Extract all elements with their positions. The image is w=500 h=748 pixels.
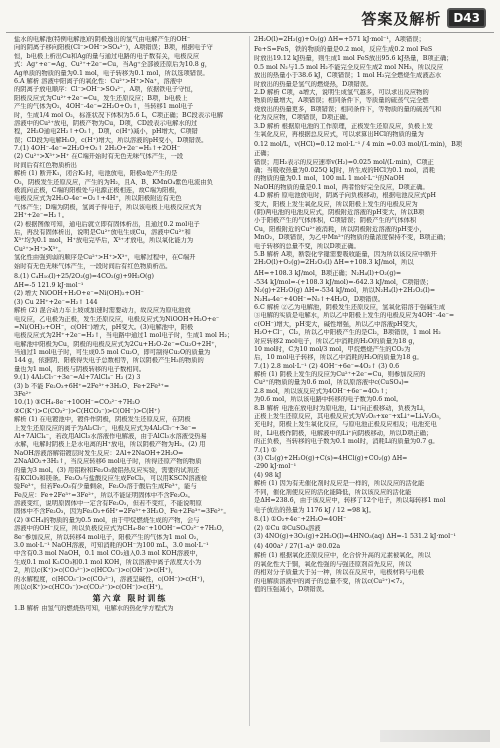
text-line: 确；当吸收热量为0.025Q kJ时，所生成的HCl为0.1 mol，消耗	[254, 167, 435, 175]
text-line: Cu²⁺>H⁺>X³⁺。	[14, 245, 65, 253]
text-line: 正极上发生还原反应，其电极反应式为V₂O₅+xe⁻+xLi⁺=LiₓV₂O₅，	[254, 413, 446, 421]
text-line: 的正负极，当转移的电子数为0.1 mol时，消耗Li的质量为0.7 g。	[254, 438, 439, 446]
text-line: 解析 (1) 因为有无催化剂时反应是一样的，所以反应的活化能	[254, 480, 425, 488]
text-line: 后，再没有固体析出，说明是Cu²⁺放电生成Cu，溶液中Cu²⁺和	[14, 228, 191, 236]
text-line: 10.(1) ③CH₄-8e⁻+10OH⁻=CO₃²⁻+7H₂O	[14, 399, 140, 407]
text-line: 电极反应式为2H⁺+2e⁻=H₂↑，当电路中通过1 mol电子时，生成1 mol H₂；	[14, 332, 234, 340]
text-line: 8.(1) C₄H₁₀(l)+25/2O₂(g)=4CO₂(g)+9H₂O(g)	[14, 272, 154, 280]
text-line: X³⁺均为0.1 mol，H⁺放电完毕后，X³⁺才放电，所以氧化能力为	[14, 237, 194, 245]
text-line: 的水解程度，c(HCO₃⁻)>c(CO₃²⁻)，溶液呈碱性，c(OH⁻)>c(H⁺)，	[14, 575, 209, 583]
text-line: (3) 4NO(g)+3O₂(g)+2H₂O(l)=4HNO₃(aq) ΔH=-1 531.2 kJ·mol⁻¹	[254, 533, 456, 541]
text-line: 7.(1) 2.8 mol·L⁻¹ (2) 4OH⁻+6e⁻=4O₂↑ (3) 0.6	[254, 362, 400, 370]
text-line: (4) 400a² / 27(1-a)⁴ ②0.02a	[254, 543, 341, 551]
text-line: 时放出的热量是氢气的燃烧热，D项错误。	[254, 80, 373, 88]
page-header	[361, 3, 486, 33]
text-line: 2.8 mol，所以该反应式为4OH⁻+6e⁻=4O₂↑；	[254, 387, 392, 395]
text-line: 2.D 解析 C项，a增大，说明生成氢气越多，可以求出反应物的	[254, 88, 429, 96]
text-line: ΔH=+108.3 kJ/mol，B项正确；N₂H₄(l)+O₂(g)=	[254, 269, 402, 277]
text-line: 电反应，乙电极为正极，发生还原反应，电极反应式为NiOOH+H₂O+e⁻	[14, 315, 220, 323]
text-line: 2H₂O(l)=2H₂(g)+O₂(g) ΔH=+571 kJ·mol⁻¹，A项错误；	[254, 36, 425, 43]
text-line: 的阴离子放电顺序：Cl⁻>OH⁻>SO₄²⁻，A项，依据铁电子守恒，	[14, 86, 198, 94]
text-line: ③电解的实质是电解水，所以乙中阳极上发生的电极反应为4OH⁻-4e⁻=	[254, 312, 455, 320]
text-line: c(OH⁻)增大，pH变大，碱性增强，所以乙中溶液pH变大，	[254, 320, 422, 328]
text-line: 时放出19.12 kJ热量，则生成1 mol FeS放出95.6 kJ热量，B项正确；	[254, 55, 453, 63]
text-line: -534 kJ/mol=-(+108.3 kJ/mol)=-642.3 kJ/mol，C项错误；	[254, 278, 433, 286]
text-line: 时，Li电极作阴极，电解液中的Li⁺向阴极移动，所以D项正确；	[254, 429, 433, 437]
text-line: 时间后有红色物质析出	[14, 161, 77, 169]
text-line: 量也为1 mol，阳极与阴极转移的电子数相同。	[14, 365, 146, 373]
text-line: 生氧化反应，再根据总反应式，可以求算出HCl的物质的量为	[254, 130, 424, 138]
text-line: 4.D 解析 原电池放电时，阴离子向负极移动，根据电池反应式pH	[254, 192, 437, 200]
page-number-badge: D43	[447, 8, 486, 28]
text-line: 8e⁻参加反应，所以转移4 mol电子，阳极产生的气体为1 mol O₂，	[14, 533, 203, 541]
text-line: Ag单质的物质的量为0.1 mol，电子转移为0.1 mol，所以选项错误。	[14, 69, 209, 77]
text-line: H₂O+Cl⁻，Cl₂，所以乙中阳极产生的是Cl₂，B项错误，1 mol H₂	[254, 329, 441, 337]
text-line: 144 g，依据阴、阳极得失电子总数相等，所以阴极产生H₂的物质的	[14, 357, 204, 365]
text-line: 小于阳极产生的气体体积，C项错误；阴极产生的气体体积	[254, 217, 417, 225]
text-line: 的量为3 mol。(3) 用铝粉和Fe₂O₃做铝热反应实验，需要的试剂还	[14, 466, 200, 474]
text-line: 8.(1) ①O₂+4e⁻+2H₂O=4OH⁻	[254, 516, 347, 524]
header-title: 答案及解析	[361, 9, 442, 28]
text-line: 式：Ag⁺+e⁻=Ag、Cu²⁺+2e⁻=Cu，当Ag⁺全部被还原后为10.8 g，	[14, 61, 212, 69]
text-line: 6.C 解析 ②乙为电解池，阴极发生还原反应，氢氧化铝溶于强碱生成	[254, 303, 446, 311]
text-line: 9.(1) 4Al₂Cl₇⁻+3e⁻=Al+7AlCl₄⁻ H₂ (2) 3	[14, 374, 141, 382]
text-line: -290 kJ·mol⁻¹	[254, 463, 297, 471]
text-line: 的物质的量为0.1 mol，100 mL 1 mol·L⁻¹的NaOH	[254, 175, 405, 183]
text-line: 后，10 mol电子转移，所以乙中消耗的H₂O的质量为18 g。	[254, 354, 423, 362]
text-line: 烧放出的热量更多，B项错误；相同条件下，等物质的量的硫蒸气和	[254, 105, 442, 113]
text-line: 上发生还原反应的离子为Al₂Cl₇⁻，电极反应式为4Al₂Cl₇⁻+3e⁻=	[14, 424, 197, 432]
text-line: ②C(K⁺)>C(CO₃²⁻)>C(HCO₃⁻)>C(OH⁻)>C(H⁺)	[14, 407, 160, 415]
column-divider	[249, 36, 250, 726]
text-line: (2) 增大 NiOOH+H₂O+e⁻=Ni(OH)₂+OH⁻	[14, 290, 144, 298]
text-line: 当通过1 mol电子时，可生成0.5 mol Cu₂O，即可制得Cu₂O的质量为	[14, 349, 211, 357]
text-line: 物质的量增大，A项错误；相同条件下，等质量的硫蒸气完全燃	[254, 97, 429, 105]
text-line: 值的压强减小，D项错误。	[254, 586, 329, 594]
text-line: 电子转移的总量不变，所以D项正确。	[254, 242, 360, 250]
text-line: 验Fe³⁺，但若Fe₂O₃有少量剩余，Fe₂O₃溶于酸后生成Fe³⁺，能与	[14, 483, 197, 491]
text-line: 3.0 mol·L⁻¹ NaOH溶液，可知消耗的OH⁻为100 mL，3.0 mol·L⁻¹	[14, 542, 209, 550]
text-line: 解析 (1) 断开K₁，闭合K₂时，电池放电，阳极a处产生的是	[14, 170, 178, 178]
text-line: 有KClO₃和镁条。Fe₂O₃与盐酸反应生成FeCl₃，可以用KSCN溶液检	[14, 474, 208, 482]
text-line: 7.(1) 4OH⁻-4e⁻=2H₂O+O₂↑ 2H₂O+2e⁻=H₂↑+2OH⁻	[14, 145, 181, 153]
text-line: 1.B 解析 由氢气的燃烧热可知，电解水的热化学方程式为	[14, 605, 174, 613]
left-column	[14, 36, 246, 614]
text-line: 中含有0.3 mol NaOH，0.1 mol CO₂通入0.3 mol KOH溶液中，	[14, 550, 202, 558]
header-rule	[6, 32, 494, 33]
text-line: 3Fe²⁺	[14, 391, 32, 399]
text-line: 所以c(K⁺)>c(HCO₃⁻)>c(CO₃²⁻)>c(OH⁻)>c(H⁺)。	[14, 584, 167, 591]
text-line: (3) Cu 2H⁺+2e⁻=H₂↑ 144	[14, 298, 98, 306]
text-line: 解析 (1) 阴极上发生的反应为Cu²⁺+2e⁻=Cu，则参加反应的	[254, 371, 426, 379]
text-line: 的氧化性大于铜，氧化性强的与强还原剂首先反应，所以	[254, 560, 412, 568]
text-line: NaOH溶液溶解铝镀层时发生反应：2Al+2NaOH+2H₂O=	[14, 449, 184, 457]
text-line: Fe+S=FeS，铁的物质的量是0.2 mol，反应生成0.2 mol FeS	[254, 46, 433, 54]
text-line: Al+7AlCl₄⁻，若改用AlCl₃水溶液作电解液，由于AlCl₃水溶液受热易	[14, 432, 207, 440]
text-line: 氢化性由强到弱的顺序是Cu²⁺>H⁺>X³⁺，电解过程中，在C端开	[14, 254, 196, 262]
text-line: 溶液变红，说明原固体中一定含有Fe₂O₃，但若不变红，不能说明原	[14, 500, 202, 508]
text-line: 固体中不含Fe₂O₃，因为Fe₂O₃+6H⁺=2Fe³⁺+3H₂O、Fe+2Fe³⁺=3Fe²⁺。	[14, 508, 230, 516]
text-line: 电子放出的热量为 1176 kJ / 12 =98 kJ。	[254, 507, 375, 515]
text-line: 化为反应物，C项错误，D项正确。	[254, 114, 353, 122]
text-line: 0.5 mol N₂与1.5 mol H₂不能完全反应生成2 mol NH₃，所以反应	[254, 63, 444, 71]
text-line: 充电时，阳极上发生氧化反应，与原电池正极反应相反；电池充电	[254, 421, 437, 429]
right-column	[254, 36, 488, 594]
text-line: (3) b 不能 Fe₂O₃+6H⁺=2Fe³⁺+3H₂O、Fe+2Fe³⁺=	[14, 382, 170, 390]
text-line: 变大，阳极上发生氧化反应，所以阳极上发生的电极反应为	[254, 200, 418, 208]
text-line: 放出的热量小于38.6 kJ，C项错误；1 mol H₂完全燃烧生成液态水	[254, 72, 442, 80]
text-line: 溶液中的Cu²⁺放电，阴极产物为Cu，D项，CD段表示电解水的过	[14, 119, 198, 127]
text-line: 始时有无色无味气体产生，一段时间后有红色物质析出。	[14, 262, 172, 270]
text-line: 0.12 mol/L，v(HCl)=0.12 mol·L⁻¹ / 4 min =0.03 mol/(L·min)，B项	[254, 141, 463, 149]
text-line: NaOH的物质的量是0.1 mol，两者恰好完全反应，D项正确。	[254, 183, 429, 191]
text-line: 是ΔH=238.6，由于该反应中，转移了12个电子，所以每转移1 mol	[254, 496, 446, 504]
text-line: 2NaAlO₂+3H₂↑，当反应转移6 mol电子时，所得还原产物的物质	[14, 458, 202, 466]
text-line: (2) ③CH₄的物质的量为0.5 mol，由于甲烷燃烧生成的产物，会与	[14, 516, 200, 524]
text-line: 2H₂O(l)+O₂(g)=2H₂O₂(l) ΔH=+108.3 kJ/mol，所以	[254, 259, 414, 267]
text-line: MnO₂，D项错误，为乙中Mn²⁺的物质的量浓度保持不变，B项正确；	[254, 234, 450, 242]
text-line: 误；CD段为电解H₂O，c(H⁺)增大，所以溶液的pH变小，D项错误。	[14, 136, 208, 144]
text-line: 3.D 解析 根据原电池的工作原理，正极发生还原反应，负极上发	[254, 122, 433, 130]
text-line: (阴)两电池的电池反应式，阴极附近溶液的pH变大，所以B项	[254, 209, 425, 217]
text-line: 水解，电解时阴极上是水电离的H⁺放电，所以阴极产物为H₂。(2) 用	[14, 441, 206, 449]
text-line: 盐水的电解池(特例电解池)的阴极逸出的氢气由电解产生的OH⁻	[14, 36, 191, 43]
text-line: 解析 (1) 在电镀池中，镀件作阴极，阴极发生还原反应，在阴极	[14, 416, 191, 424]
text-line: (4) 98 kJ	[254, 471, 282, 479]
text-line: 为0.6 mol，所以该电路中转移的电子数为0.6 mol。	[254, 396, 403, 404]
text-line: N₂(g)+2H₂O(g) ΔH=-534 kJ/mol，所以N₂H₄(l)+2H₂O₂(l)=	[254, 287, 436, 295]
text-line: 正确；	[254, 150, 273, 158]
text-line: 10 mol时，C为10 mol/3 mol，甲烷燃烧产生的CO₂为	[254, 345, 411, 353]
text-line: 不同，催化剂使反应的活化能降低，所以该反应的活化能	[254, 488, 412, 496]
text-line: ΔH=-5 121.9 kJ·mol⁻¹	[14, 281, 84, 289]
watermark	[380, 730, 490, 742]
text-line: 的相对分子质量大于另一种，所以在反应中，电极材料与电极	[254, 569, 425, 577]
text-line: (3) Cl₂(g)+2H₂O(g)+C(s)=4HCl(g)+CO₂(g) ΔH=	[254, 454, 408, 462]
text-line: Fe反应：Fe+2Fe³⁺=3Fe²⁺，所以不能证明固体中不含Fe₂O₃。	[14, 491, 194, 499]
text-line: 电极反应式为2H₂O-4e⁻=O₂↑+4H⁺，所以阳极附近有无色	[14, 195, 182, 203]
text-line: N₂H₄-4e⁻+4OH⁻=N₂↑+4H₂O，D项错误。	[254, 295, 385, 303]
text-line: 5.B 解析 A项，断裂化学键需要吸收能量，因为所以该反应中断开	[254, 250, 437, 258]
text-line: 解析 (1) 根据氧化还原反应中，化合价升高的元素被氧化，所以	[254, 552, 431, 560]
text-line: 产生的气体为O₂，4OH⁻-4e⁻=2H₂O+O₂↑，当转移1 mol电子	[14, 103, 194, 111]
text-line: (2) Cu²⁺>X³⁺>H⁺ 在C端开始时有无色无味气体产生，一段	[14, 153, 184, 161]
text-line: O₂，阴极发生还原反应，产生的为H₂，且A、B、KMnO₄紫色电流由负	[14, 178, 213, 186]
text-line: 生成0.1 mol K₂CO₃和0.1 mol KOH，所以溶液中离子浓度大小为	[14, 558, 202, 566]
text-line: 阳极反应式为Cu²⁺+2e⁻=Cu，发生还原反应；B项，b电极上	[14, 94, 188, 102]
text-line: (2) 根据图像可知，通电后就立即有固体析出，且通过0.2 mol电子	[14, 220, 200, 228]
text-line: 程，2H₂O通电2H₂↑+O₂↑，D项，c(H⁺)减小，pH增大，C项错	[14, 128, 198, 136]
text-line: Cu，阳极附近的Cu²⁺被消耗，所以阴极附近溶液的pH变小，	[254, 225, 426, 233]
text-line: 向的阴离子移向阳极(Cl⁻>OH⁻>SO₄²⁻)，A项错误；B项，根据电子守	[14, 44, 213, 52]
section-heading: 第六章 限时训练	[92, 594, 168, 604]
text-line: 对应转移2 mol电子，所以乙中消耗的H₂O的质量为18 g，	[254, 337, 419, 345]
text-line: 解析 (2) 混合动力车上坡或加速时需要动力，故反应为原电池放	[14, 307, 191, 315]
text-line: 2，所以c(K⁺)>c(CO₃²⁻)>c(HCO₃⁻)>c(OH⁻)>c(H⁺)，	[14, 567, 177, 575]
text-line: 6.A 解析 溶液中阳离子的氧化性：Cu²⁺>H⁺>Na⁺，溶液中	[14, 77, 183, 85]
text-line: 时，生成1/4 mol O₂，标准状况下体积为5.6 L，C项正确；BC段表示电解	[14, 111, 224, 119]
text-line: 气体产生；D端为阴极，氢离子得电子，所以该电极上电极反应式为	[14, 203, 202, 211]
text-line: 错误；用H₂表示的反应速率v(H₂)=0.025 mol/(L·min)，C项正	[254, 158, 434, 166]
text-line: 的电解质溶液中的离子的总量不变，所以c(Cu²⁺)<7₂，	[254, 577, 409, 585]
text-line: 7.(1) ①	[254, 446, 277, 454]
text-line: 溶液中的OH⁻反应，所以负极反应式为CH₄-8e⁻+10OH⁻=CO₃²⁻+7H₂O，	[14, 525, 229, 533]
text-line: (2) ①Cu ②CuSO₄溶液	[254, 524, 321, 532]
text-line: 2H⁺+2e⁻=H₂↑。	[14, 212, 69, 220]
text-line: =Ni(OH)₂+OH⁻，c(OH⁻)增大，pH变大。(3)电解池中，阳极	[14, 323, 194, 331]
text-line: 电解池中阳极为Cu，阴极的电极反应式为2Cu+H₂O-2e⁻=Cu₂O+2H⁺，	[14, 340, 221, 348]
text-line: 恒，b电极上析出Cu和Ag的量与通过电路的电子数有关，电极反应	[14, 52, 200, 60]
text-line: 极流向正极，C端的阳极处与电源正极相连，故C端为阳极，	[14, 187, 182, 195]
text-line: 8.B 解析 电池在放电时为原电池，Li⁺向正极移动，负极为Li，	[254, 404, 430, 412]
text-line: Cu²⁺的物质的量为0.6 mol，所以原溶液中c(CuSO₄)=	[254, 379, 409, 387]
